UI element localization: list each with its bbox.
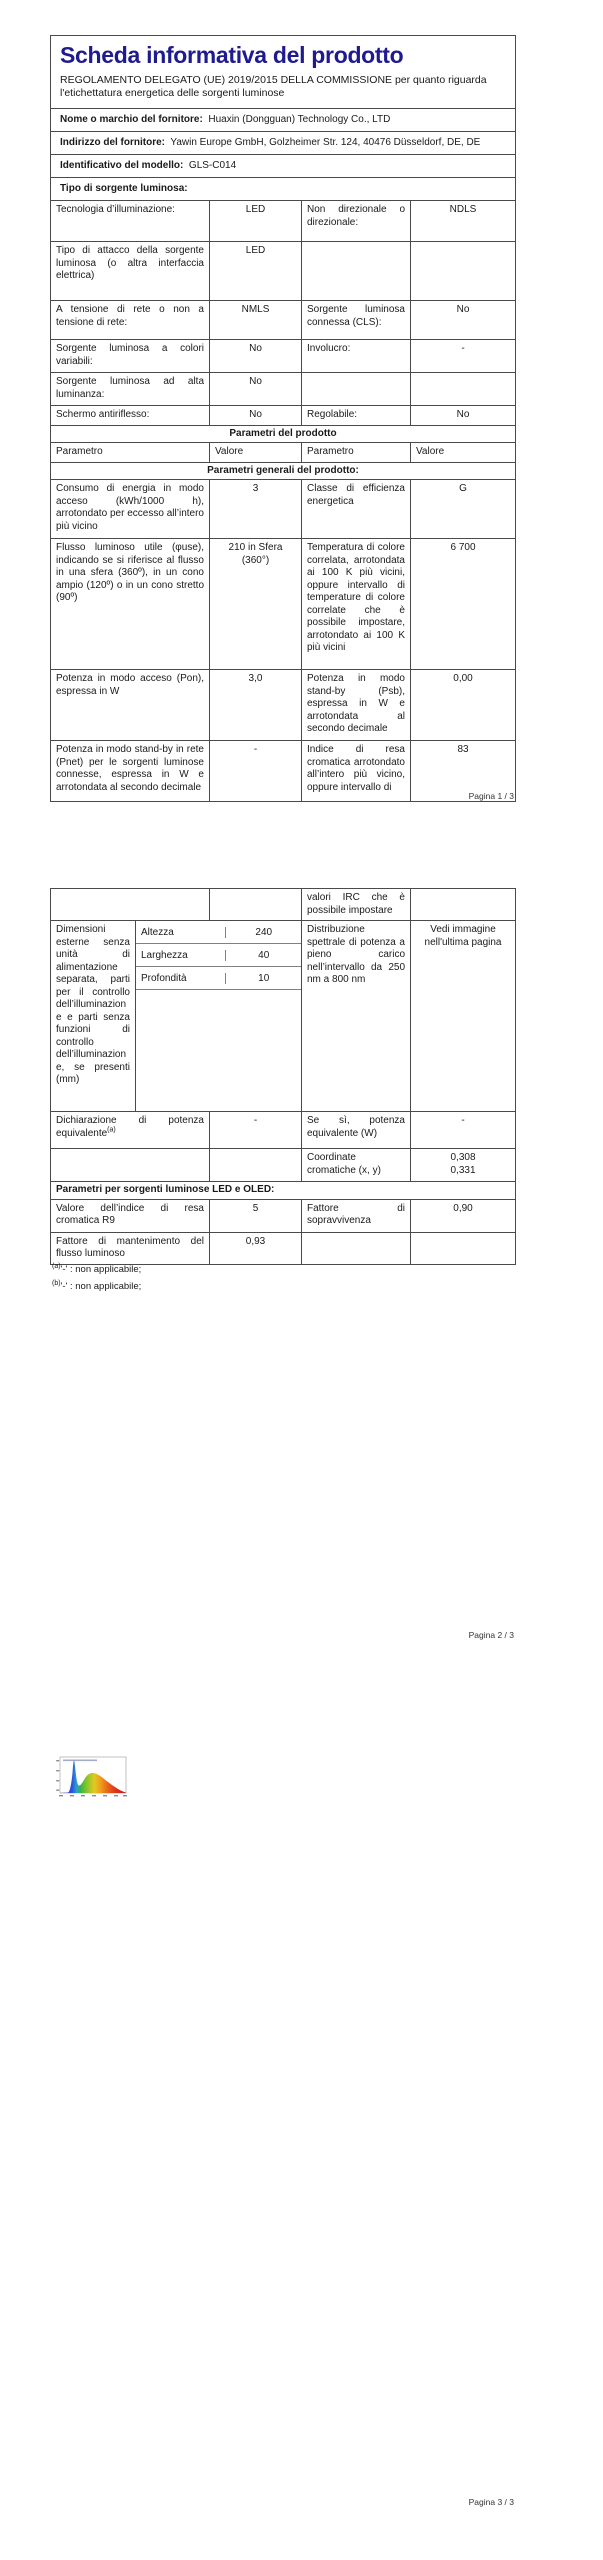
column-header: Valore — [410, 443, 515, 462]
param-value: LED — [209, 242, 301, 300]
param-value — [410, 242, 515, 300]
param-label: Indice di resa cromatica arrotondato all’intero più vicino, oppure intervallo di — [301, 741, 410, 801]
supplier-address-label: Indirizzo del fornitore: — [60, 137, 165, 148]
param-label — [51, 1149, 209, 1181]
model-id-row — [51, 154, 515, 177]
footnote-marker: (a) — [107, 1126, 116, 1134]
dimension-value: 40 — [225, 950, 301, 961]
param-value: 83 — [410, 741, 515, 801]
param-label: Se sì, potenza equivalente (W) — [301, 1112, 410, 1148]
param-label: A tensione di rete o non a tensione di rete: — [56, 304, 204, 328]
param-value: 210 in Sfera (360°) — [209, 539, 301, 669]
dimension-sub-row — [136, 967, 301, 990]
param-value: NMLS — [209, 301, 301, 339]
param-value: 0,00 — [410, 670, 515, 740]
param-value: 3,0 — [209, 670, 301, 740]
page-footer: Pagina 2 / 3 — [468, 1630, 514, 1640]
dimensions-subtable — [135, 921, 301, 1111]
param-value: No — [410, 406, 515, 425]
dimensions-row — [51, 920, 515, 1111]
dimension-value: 240 — [225, 927, 301, 938]
table-row — [51, 538, 515, 669]
dimension-value: 10 — [225, 973, 301, 984]
dimension-name: Altezza — [141, 926, 174, 938]
footnote-marker: (b) — [52, 1279, 61, 1287]
param-value: - — [410, 1112, 515, 1148]
table-row-continuation — [51, 889, 515, 920]
supplier-name-label: Nome o marchio del fornitore: — [60, 114, 203, 125]
param-label — [51, 889, 209, 920]
dimension-sub-row — [136, 921, 301, 944]
param-label: Coordinate cromatiche (x, y) — [301, 1149, 410, 1181]
param-value: 0,90 — [410, 1200, 515, 1232]
table-row — [51, 200, 515, 241]
table-row — [51, 669, 515, 740]
spectrum-chart-image — [54, 1753, 130, 1809]
param-value: 0,93 — [209, 1233, 301, 1264]
param-label: Potenza in modo stand-by in rete (Pnet) per le sorgenti luminose connesse, espressa in W e arrotondata al secondo decimale — [56, 744, 204, 793]
param-label — [301, 373, 410, 405]
param-label: Tipo di attacco della sorgente luminosa (o altra interfaccia elettrica) — [56, 245, 204, 281]
param-label: Consumo di energia in modo acceso (kWh/1000 h), arrotondato per eccesso all’intero più vicino — [56, 483, 204, 532]
table-row — [51, 241, 515, 300]
param-label: Flusso luminoso utile (φuse), indicando se si riferisce al flusso in una sfera (360º), in un cono ampio (120º) o in un cono stretto (90º) — [56, 542, 204, 603]
dimensions-label: Dimensioni esterne senza unità di alimentazione separata, parti per il controllo dell’illuminazione e parti senza funzioni di controllo dell’illuminazione, se presenti (mm) — [56, 924, 130, 1085]
supplier-address-value: Yawin Europe GmbH, Golzheimer Str. 124, 40476 Düsseldorf, DE, DE — [170, 137, 481, 148]
param-label: Sorgente luminosa ad alta luminanza: — [56, 376, 204, 400]
param-value: 5 — [209, 1200, 301, 1232]
table-row — [51, 1199, 515, 1232]
table-row — [51, 1111, 515, 1148]
table-row — [51, 372, 515, 405]
param-label: Fattore di mantenimento del flusso luminoso — [56, 1235, 204, 1259]
param-value: No — [209, 406, 301, 425]
param-value — [209, 1149, 301, 1181]
param-label: Potenza in modo acceso (Pon), espressa in W — [56, 673, 204, 697]
param-label: Sorgente luminosa a colori variabili: — [56, 343, 204, 367]
param-value: Vedi immagine nell'ultima pagina — [410, 921, 515, 1111]
model-id-label: Identificativo del modello: — [60, 160, 184, 171]
param-value — [209, 889, 301, 920]
param-value: NDLS — [410, 201, 515, 241]
param-value: No — [209, 373, 301, 405]
param-label: Involucro: — [301, 340, 410, 372]
page1-sheet — [50, 35, 516, 802]
table-row — [51, 300, 515, 339]
footnote-marker: (a) — [52, 1262, 61, 1270]
section-header-led-params: Parametri per sorgenti luminose LED e OLED: — [51, 1181, 515, 1199]
table-row — [51, 405, 515, 425]
chromaticity-values — [410, 1149, 515, 1181]
supplier-name-value: Huaxin (Dongguan) Technology Co., LTD — [208, 114, 391, 125]
param-label: Regolabile: — [301, 406, 410, 425]
model-id-value: GLS-C014 — [188, 160, 237, 171]
page2-sheet — [50, 888, 516, 1265]
param-label: Schermo antiriflesso: — [56, 409, 150, 420]
chromaticity-y: 0,331 — [450, 1164, 476, 1176]
column-header: Parametro — [56, 446, 103, 457]
column-header: Valore — [209, 443, 301, 462]
param-label: Sorgente luminosa connessa (CLS): — [301, 301, 410, 339]
param-value: - — [209, 741, 301, 801]
param-label: Classe di efficienza energetica — [301, 480, 410, 538]
param-label: Valore dell’indice di resa cromatica R9 — [56, 1202, 204, 1226]
dimension-name: Larghezza — [141, 949, 188, 961]
table-row — [51, 339, 515, 372]
param-label: Temperatura di colore correlata, arrotondata ai 100 K più vicini, oppure intervallo di temperature di colore correlate che è possibile impostare, arrotondato ai 100 K più vicini — [301, 539, 410, 669]
spectrum-legend-text — [63, 1760, 97, 1762]
param-value: LED — [209, 201, 301, 241]
section-header-product-params: Parametri del prodotto — [51, 425, 515, 443]
param-value: - — [410, 340, 515, 372]
column-header-row — [51, 442, 515, 462]
footnote: $^{(b)}$'-' : non applicabile; — [52, 1279, 142, 1292]
param-value — [410, 373, 515, 405]
table-row — [51, 1148, 515, 1181]
param-label: Tecnologia d’illuminazione: — [56, 204, 175, 215]
light-source-type-header: Tipo di sorgente luminosa: — [51, 177, 515, 200]
param-value: 6 700 — [410, 539, 515, 669]
param-value — [410, 889, 515, 920]
regulation-subtitle: REGOLAMENTO DELEGATO (UE) 2019/2015 DELLA COMMISSIONE per quanto riguarda l'etichettatura energetica delle sorgenti luminose — [60, 74, 487, 99]
param-value: No — [209, 340, 301, 372]
param-label: Distribuzione spettrale di potenza a pieno carico nell’intervallo da 250 nm a 800 nm — [301, 921, 410, 1111]
param-label: Fattore di sopravvivenza — [301, 1200, 410, 1232]
param-label: valori IRC che è possibile impostare — [301, 889, 410, 920]
section-header-general-params: Parametri generali del prodotto: — [51, 462, 515, 480]
param-label: Potenza in modo stand-by (Psb), espressa in W e arrotondata al secondo decimale — [301, 670, 410, 740]
param-label: Dichiarazione di potenza equivalente$^{(a)}$ — [56, 1115, 204, 1139]
param-label — [301, 242, 410, 300]
param-value: No — [410, 301, 515, 339]
chromaticity-x: 0,308 — [450, 1152, 476, 1163]
page-footer: Pagina 1 / 3 — [468, 791, 514, 801]
dimension-sub-row — [136, 944, 301, 967]
supplier-address-row — [51, 131, 515, 154]
param-label: Non direzionale o direzionale: — [301, 201, 410, 241]
table-row — [51, 479, 515, 538]
supplier-name-row — [51, 108, 515, 131]
footnote: $^{(a)}$'-' : non applicabile; — [52, 1262, 142, 1275]
param-value: 3 — [209, 480, 301, 538]
page-title: Scheda informativa del prodotto — [60, 42, 404, 68]
param-value: G — [410, 480, 515, 538]
column-header: Parametro — [301, 443, 410, 462]
param-value: - — [209, 1112, 301, 1148]
footnotes-block — [50, 1255, 518, 1305]
page-footer: Pagina 3 / 3 — [468, 2497, 514, 2507]
dimension-name: Profondità — [141, 972, 187, 984]
